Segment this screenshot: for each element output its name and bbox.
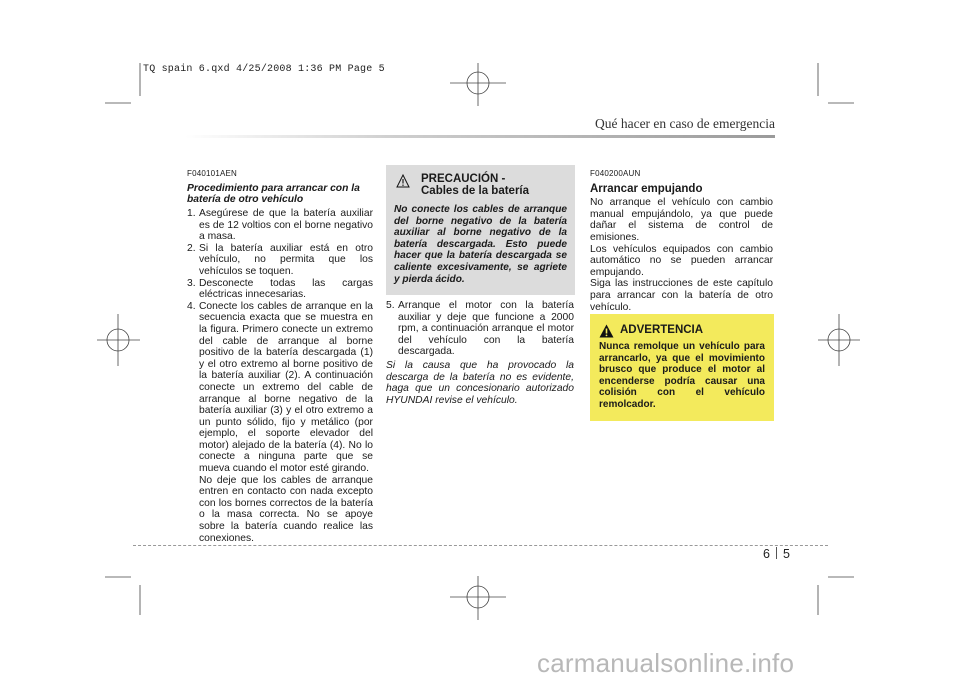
chapter-number: 6 (763, 547, 770, 561)
caution-box (386, 165, 575, 295)
section-code: F040101AEN (187, 169, 238, 178)
list-item-continuation: No deje que los cables de arranque entren en contacto con nada excepto con los bornes correctos de la batería o la masa correcta. No se apoye sobre la batería cuando realice las conexiones. (199, 474, 373, 544)
caution-title: PRECAUCIÓN - Cables de la batería (394, 173, 567, 197)
warning-title: ADVERTENCIA (599, 324, 765, 336)
page-number-value: 5 (782, 547, 790, 561)
paragraph: No arranque el vehículo con cambio manual empujándolo, ya que puede dañar el sistema de control de emisiones. (590, 197, 773, 243)
page-number (763, 547, 790, 561)
section-heading: Arrancar empujando (590, 182, 703, 195)
steps-list (187, 208, 373, 544)
list-item: 4. Conecte los cables de arranque en la secuencia exacta que se muestra en la figura. Primero conecte un extremo del cable de arranque al borne positivo de la batería descargada (1) y el otro extremo al borne positivo de la batería auxiliar (2). A continuación conecte un extremo del cable de arranque al borne negativo de la batería auxiliar (3) y el otro extremo a un punto sólido, fijo y metálico (por ejemplo, el soporte elevador del motor) alejado de la batería (4). No lo conecte a ninguna parte que se mueva cuando el motor esté girando. (187, 300, 373, 475)
print-slug: TQ spain 6.qxd 4/25/2008 1:36 PM Page 5 (143, 64, 385, 75)
warning-box (590, 314, 774, 421)
paragraph: Siga las instrucciones de este capítulo para arrancar con la batería de otro vehículo. (590, 278, 773, 313)
watermark: carmanualsonline.info (537, 648, 795, 678)
list-item: 3. Desconecte todas las cargas eléctricas innecesarias. (187, 277, 373, 301)
header-rule (185, 135, 775, 138)
footer-rule (133, 545, 828, 546)
warning-triangle-icon (599, 324, 614, 338)
caution-triangle-icon (396, 174, 410, 188)
section-subtitle: Procedimiento para arrancar con la batería de otro vehículo (187, 182, 360, 205)
page-header-title: Qué hacer en caso de emergencia (594, 116, 775, 131)
middle-column (386, 300, 574, 406)
section-code: F040200AUN (590, 169, 641, 178)
list-item: 5. Arranque el motor con la batería auxiliar y deje que funcione a 2000 rpm, a continuación arranque el motor del vehículo con la batería descargada. (386, 300, 574, 358)
list-item: 2. Si la batería auxiliar está en otro vehículo, no permita que los vehículos se toquen. (187, 242, 373, 277)
note-text: Si la causa que ha provocado la descarga de la batería no es evidente, haga que un concesionario autorizado HYUNDAI revise el vehículo. (386, 359, 574, 406)
right-column (590, 168, 773, 313)
warning-body: Nunca remolque un vehículo para arrancarlo, ya que el movimiento brusco que produce el motor al encenderse podría causar una colisión con el vehículo remolcador. (599, 341, 765, 410)
left-column (187, 168, 373, 544)
list-item: 1. Asegúrese de que la batería auxiliar es de 12 voltios con el borne negativo a masa. (187, 208, 373, 243)
paragraph: Los vehículos equipados con cambio automático no se pueden arrancar empujando. (590, 243, 773, 278)
steps-list-continued (386, 300, 574, 358)
caution-body: No conecte los cables de arranque del borne negativo de la batería auxiliar al borne negativo de la batería descargada. Esto puede hacer que la batería descargada se caliente excesivamente, se agriete y pierda ácido. (394, 204, 567, 285)
